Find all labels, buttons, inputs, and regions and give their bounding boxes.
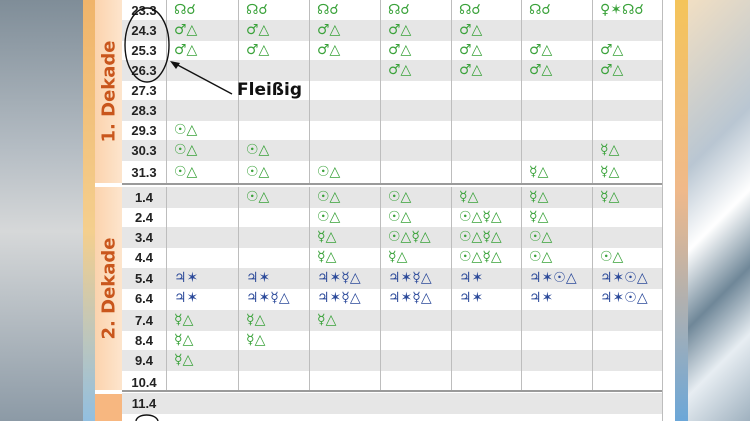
symbol-cell: ♂△ xyxy=(600,62,624,78)
symbol-cell: ♃✶☿△ xyxy=(317,290,361,306)
annotation-arrow-head xyxy=(170,61,180,69)
symbol-cell: ♃✶☿△ xyxy=(388,270,432,286)
symbol-cell: ☉△ xyxy=(246,142,270,158)
symbol-cell: ♂△ xyxy=(529,42,553,58)
symbol-cell: ☿△ xyxy=(246,332,266,348)
dekade-2-label: 2. Dekade xyxy=(98,237,119,340)
date-cell: 8.4 xyxy=(134,333,154,348)
symbol-cell: ☿△ xyxy=(174,352,194,368)
symbol-cell: ♃✶ xyxy=(246,270,271,286)
symbol-cell: ♂△ xyxy=(529,62,553,78)
symbol-cell: ☉△☿△ xyxy=(459,249,502,265)
annotation-arrow-line xyxy=(172,62,232,94)
symbol-cell: ♂△ xyxy=(317,22,341,38)
date-cell: 7.4 xyxy=(134,313,154,328)
dekade-1-label: 1. Dekade xyxy=(98,40,119,143)
symbol-cell: ☿△ xyxy=(388,249,408,265)
symbol-cell: ♃✶☉△ xyxy=(600,290,648,306)
symbol-cell: ☉△ xyxy=(529,249,553,265)
symbol-cell: ☿△ xyxy=(529,164,549,180)
symbol-cell: ☊☌ xyxy=(246,2,268,18)
symbol-cell: ☊☌ xyxy=(317,2,339,18)
date-cell: 2.4 xyxy=(134,210,154,225)
symbol-cell: ☉△☿△ xyxy=(388,229,431,245)
symbol-cell: ♃✶☿△ xyxy=(388,290,432,306)
date-cell: 5.4 xyxy=(134,271,154,286)
symbol-cell: ♂△ xyxy=(317,42,341,58)
date-circle-partial xyxy=(136,415,158,421)
symbol-cell: ♂△ xyxy=(174,42,198,58)
date-cell: 1.4 xyxy=(134,190,154,205)
symbol-cell: ☉△ xyxy=(317,164,341,180)
symbol-cell: ☿△ xyxy=(600,142,620,158)
date-circle xyxy=(125,8,169,82)
date-cell: 10.4 xyxy=(131,375,157,390)
date-cell: 24.3 xyxy=(131,23,157,38)
symbol-cell: ☉△ xyxy=(317,209,341,225)
symbol-cell: ☊☌ xyxy=(459,2,481,18)
symbol-cell: ♃✶ xyxy=(174,290,199,306)
symbol-cell: ☿△ xyxy=(317,312,337,328)
symbol-cell: ♃✶ xyxy=(459,270,484,286)
symbol-cell: ♃✶ xyxy=(529,290,554,306)
symbol-cell: ☉△ xyxy=(174,142,198,158)
symbol-cell: ☿△ xyxy=(317,229,337,245)
symbol-cell: ♂△ xyxy=(388,62,412,78)
symbol-cell: ☿△ xyxy=(600,189,620,205)
symbol-cell: ☿△ xyxy=(317,249,337,265)
symbol-cell: ♂△ xyxy=(246,22,270,38)
date-cell: 29.3 xyxy=(131,123,157,138)
symbol-cell: ♃✶ xyxy=(459,290,484,306)
symbol-cell: ♂△ xyxy=(388,22,412,38)
symbol-cell: ☉△ xyxy=(317,189,341,205)
symbol-cell: ♂△ xyxy=(388,42,412,58)
symbol-cell: ☉△ xyxy=(600,249,624,265)
symbol-cell: ☉△ xyxy=(174,122,198,138)
symbol-cell: ☊☌ xyxy=(388,2,410,18)
symbol-cell: ♃✶ xyxy=(174,270,199,286)
symbol-cell: ♀✶☊☌ xyxy=(600,2,644,18)
symbol-cell: ☉△ xyxy=(246,164,270,180)
symbol-cell: ☉△ xyxy=(246,189,270,205)
symbol-cell: ☊☌ xyxy=(174,2,196,18)
symbol-cell: ☿△ xyxy=(246,312,266,328)
symbol-cell: ♂△ xyxy=(600,42,624,58)
symbol-cell: ☿△ xyxy=(529,189,549,205)
symbol-cell: ♂△ xyxy=(174,22,198,38)
date-cell: 30.3 xyxy=(131,143,157,158)
date-cell: 3.4 xyxy=(134,230,154,245)
symbol-cell: ☉△ xyxy=(529,229,553,245)
symbol-cell: ♃✶☿△ xyxy=(317,270,361,286)
date-cell: 27.3 xyxy=(131,83,157,98)
date-cell: 6.4 xyxy=(134,291,154,306)
symbol-cell: ☿△ xyxy=(174,332,194,348)
symbol-cell: ♃✶☉△ xyxy=(529,270,577,286)
symbol-cell: ☿△ xyxy=(529,209,549,225)
symbol-cell: ☉△ xyxy=(388,189,412,205)
symbol-cell: ☉△ xyxy=(388,209,412,225)
symbol-cell: ☉△ xyxy=(174,164,198,180)
date-cell: 4.4 xyxy=(134,250,154,265)
symbol-cell: ♂△ xyxy=(459,62,483,78)
symbol-cell: ☿△ xyxy=(174,312,194,328)
symbol-cell: ☿△ xyxy=(459,189,479,205)
symbol-cell: ☊☌ xyxy=(529,2,551,18)
date-cell: 23.3 xyxy=(131,3,157,18)
date-cell: 31.3 xyxy=(131,165,157,180)
symbol-cell: ♂△ xyxy=(459,22,483,38)
date-cell: 9.4 xyxy=(134,353,154,368)
symbol-cell: ♃✶☉△ xyxy=(600,270,648,286)
symbol-cell: ☿△ xyxy=(600,164,620,180)
symbol-cell: ☉△☿△ xyxy=(459,229,502,245)
symbol-cell: ☉△☿△ xyxy=(459,209,502,225)
date-cell: 26.3 xyxy=(131,63,157,78)
symbol-cell: ♂△ xyxy=(246,42,270,58)
annotation-label: Fleißig xyxy=(237,80,303,100)
date-cell: 11.4 xyxy=(131,396,157,411)
symbol-cell: ♃✶☿△ xyxy=(246,290,290,306)
date-cell: 25.3 xyxy=(131,43,157,58)
symbol-cell: ♂△ xyxy=(459,42,483,58)
date-cell: 28.3 xyxy=(131,103,157,118)
